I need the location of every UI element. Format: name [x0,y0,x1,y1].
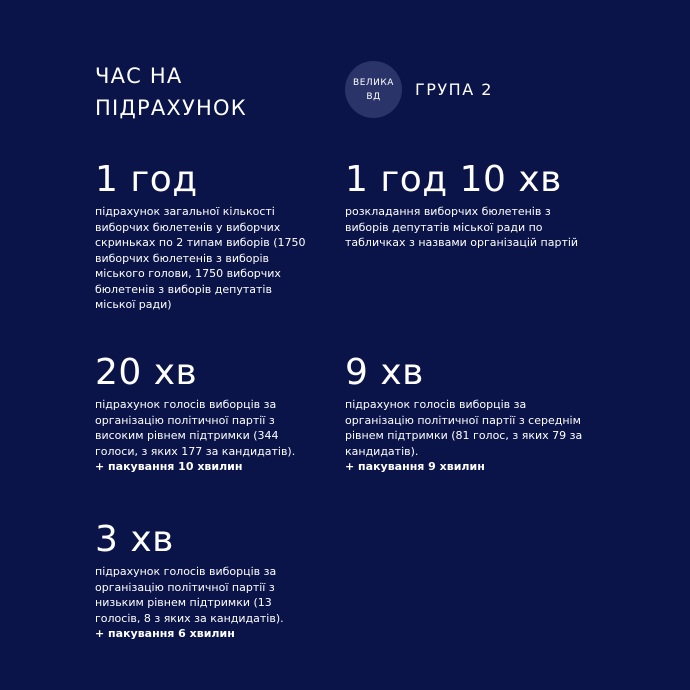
title-line-1: ЧАС НА [95,64,183,88]
time-description: підрахунок голосів виборців за організацію політичної партії з середнім рівнем підтримки (81 голос, з яких 79 за кандидатів). [345,398,583,458]
group-label: ГРУПА 2 [415,80,493,99]
time-value: 3 хв [95,519,174,560]
badge-line-1: ВЕЛИКА [353,77,394,88]
time-value: 9 хв [345,352,424,393]
time-description: підрахунок голосів виборців за організацію політичної партії з низьким рівнем підтримки (13 голосів, 8 з яких за кандидатів). [95,565,284,625]
title-line-2: ПІДРАХУНОК [95,96,247,120]
time-block-low-support [95,520,310,642]
packing-time: + пакування 6 хвилин [95,627,235,640]
time-value: 20 хв [95,352,198,393]
packing-time: + пакування 9 хвилин [345,460,485,473]
time-value: 1 год 10 хв [345,159,562,200]
time-description: підрахунок голосів виборців за організацію політичної партії з високим рівнем підтримки (344 голоси, з яких 177 за кандидатів). [95,398,296,458]
time-block-high-support [95,353,315,475]
time-description: підрахунок загальної кількості виборчих бюлетенів у виборчих скриньках по 2 типам виборів (1750 виборчих бюлетенів з виборів міського голови, 1750 виборчих бюлетенів з виборів депутатів міської ради) [95,205,306,311]
time-block-sorting [345,160,595,251]
category-badge [345,61,402,118]
packing-time: + пакування 10 хвилин [95,460,243,473]
time-value: 1 год [95,159,198,200]
time-block-total-count [95,160,310,313]
time-description: розкладання виборчих бюлетенів з виборів депутатів міської ради по табличках з назвами організацій партій [345,205,579,249]
page-title [95,60,315,124]
badge-line-2: ВД [366,91,381,102]
time-block-medium-support [345,353,595,475]
